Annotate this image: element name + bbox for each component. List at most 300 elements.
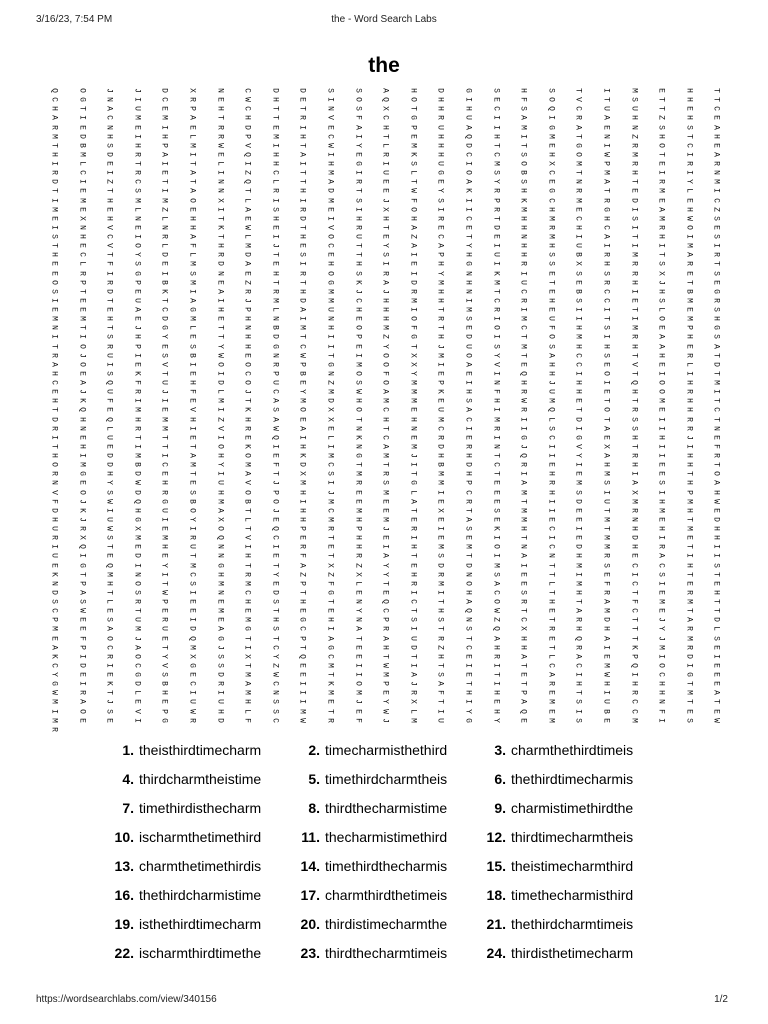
grid-letter: C	[380, 434, 390, 440]
grid-letter: U	[160, 380, 170, 386]
grid-letter: I	[215, 407, 225, 413]
grid-letter: R	[519, 407, 528, 413]
grid-letter: D	[160, 88, 170, 93]
grid-letter: H	[712, 316, 722, 322]
grid-letter: N	[518, 544, 528, 550]
grid-letter: C	[187, 681, 197, 687]
grid-letter: E	[380, 507, 390, 513]
grid-letter: O	[215, 526, 225, 532]
grid-letter: H	[684, 115, 694, 121]
grid-letter: S	[657, 571, 666, 577]
grid-letter: H	[518, 526, 528, 532]
grid-letter: A	[242, 471, 252, 477]
grid-letter: O	[546, 334, 556, 340]
grid-letter: A	[601, 425, 611, 431]
grid-letter: E	[187, 480, 197, 486]
grid-letter: D	[77, 663, 87, 668]
grid-letter: G	[77, 97, 87, 103]
grid-letter: S	[436, 617, 446, 623]
grid-letter: T	[187, 471, 197, 477]
grid-letter: P	[270, 371, 280, 376]
grid-letter: E	[104, 206, 114, 212]
grid-letter: A	[601, 453, 611, 459]
grid-letter: C	[463, 489, 473, 495]
grid-letter: T	[380, 462, 390, 468]
grid-letter: L	[270, 307, 280, 312]
grid-letter: A	[77, 699, 87, 705]
grid-letter: T	[601, 316, 611, 322]
grid-letter: O	[408, 206, 418, 212]
word-text: theistimecharmthird	[511, 858, 634, 874]
word-number: 10.	[114, 829, 134, 845]
grid-letter: S	[408, 161, 418, 166]
grid-letter: I	[656, 371, 666, 376]
grid-letter: F	[242, 717, 252, 723]
grid-letter: U	[436, 717, 446, 723]
grid-letter: I	[491, 371, 501, 376]
grid-letter: N	[243, 325, 252, 331]
grid-letter: H	[132, 142, 142, 148]
grid-letter: Y	[656, 626, 666, 632]
grid-letter: G	[353, 161, 363, 166]
grid-letter: I	[518, 425, 528, 431]
grid-letter: S	[546, 425, 556, 431]
grid-letter: S	[546, 252, 556, 258]
grid-letter: B	[160, 681, 170, 687]
grid-letter: A	[215, 626, 225, 632]
grid-letter: F	[132, 380, 142, 386]
grid-letter: P	[77, 581, 87, 586]
grid-letter: E	[712, 142, 722, 148]
grid-letter: Q	[270, 526, 280, 532]
grid-letter: Q	[380, 599, 390, 605]
grid-letter: L	[104, 599, 114, 605]
grid-letter: P	[518, 690, 528, 696]
grid-letter: L	[684, 361, 694, 367]
grid-letter: R	[270, 188, 280, 194]
grid-letter: M	[49, 206, 59, 212]
grid-letter: M	[656, 644, 666, 650]
grid-letter: T	[684, 133, 694, 139]
grid-letter: E	[546, 142, 556, 148]
grid-letter: I	[325, 215, 335, 221]
grid-letter: R	[518, 462, 528, 468]
grid-letter: O	[353, 371, 363, 376]
grid-letter: R	[49, 170, 59, 176]
grid-letter: Y	[408, 371, 418, 376]
grid-letter: H	[242, 599, 252, 605]
grid-letter: E	[187, 206, 197, 212]
grid-letter: N	[546, 553, 556, 559]
grid-letter: S	[132, 188, 142, 194]
grid-letter: W	[380, 663, 390, 668]
grid-letter: Q	[77, 407, 87, 413]
grid-letter: I	[656, 453, 666, 459]
grid-letter: C	[546, 526, 556, 532]
grid-letter	[104, 716, 113, 734]
grid-letter: T	[712, 599, 722, 605]
grid-letter: S	[601, 562, 611, 568]
grid-letter: R	[712, 453, 722, 459]
grid-letter: H	[436, 97, 446, 103]
grid-letter: L	[160, 215, 170, 221]
grid-letter: T	[270, 562, 280, 568]
grid-letter: R	[436, 635, 446, 641]
grid-letter: H	[684, 462, 694, 468]
grid-letter: G	[463, 717, 473, 723]
grid-letter: T	[160, 644, 170, 650]
grid-letter: T	[325, 708, 335, 714]
grid-letter: S	[546, 343, 556, 349]
grid-letter: E	[574, 517, 584, 522]
grid-letter: U	[49, 553, 59, 559]
grid-letter: E	[463, 434, 473, 440]
grid-letter: T	[518, 535, 528, 541]
word-list-item	[294, 742, 480, 760]
grid-letter: H	[574, 389, 584, 395]
grid-letter: F	[187, 389, 197, 395]
grid-letter: T	[491, 471, 501, 477]
grid-letter: R	[242, 288, 252, 294]
grid-letter: J	[77, 517, 87, 522]
grid-letter: R	[49, 727, 59, 732]
grid-letter: Q	[49, 88, 59, 93]
grid-letter: E	[712, 672, 722, 678]
grid-letter: I	[325, 480, 335, 486]
grid-letter: T	[132, 608, 142, 614]
grid-letter: C	[77, 170, 87, 176]
grid-letter	[132, 716, 141, 734]
grid-letter: O	[77, 88, 87, 93]
grid-letter: J	[546, 380, 556, 386]
grid-letter: A	[270, 398, 280, 404]
grid-letter: W	[601, 152, 611, 157]
grid-letter: T	[104, 252, 114, 258]
grid-letter: O	[132, 654, 142, 659]
grid-letter: E	[380, 498, 390, 504]
grid-letter: I	[574, 526, 584, 532]
grid-letter: U	[380, 170, 390, 176]
grid-letter: U	[132, 617, 142, 623]
grid-letter: E	[712, 663, 722, 668]
grid-letter: E	[380, 188, 390, 194]
grid-letter: R	[353, 225, 363, 230]
grid-letter: E	[546, 635, 556, 641]
grid-letter: J	[242, 389, 252, 395]
grid-letter: P	[629, 654, 639, 659]
grid-letter: R	[104, 343, 114, 349]
grid-letter: Y	[380, 699, 390, 705]
grid-letter: H	[215, 708, 225, 714]
grid-letter: E	[298, 663, 308, 668]
grid-letter	[215, 716, 224, 734]
grid-letter: M	[353, 507, 363, 513]
grid-letter: S	[684, 124, 694, 130]
grid-letter: T	[656, 152, 666, 157]
grid-letter: D	[49, 507, 59, 513]
grid-letter: O	[242, 380, 252, 386]
grid-letter: T	[298, 142, 308, 148]
grid-letter: E	[49, 562, 59, 568]
grid-letter: T	[353, 462, 363, 468]
grid-letter: T	[132, 434, 142, 440]
grid-letter: Z	[242, 279, 252, 285]
grid-letter: T	[187, 161, 197, 166]
grid-letter: H	[187, 225, 197, 230]
grid-letter: T	[49, 243, 59, 249]
grid-letter: I	[408, 307, 418, 312]
grid-letter: H	[463, 106, 473, 112]
grid-letter: A	[436, 243, 446, 249]
grid-letter: U	[104, 517, 114, 522]
grid-letter: C	[270, 644, 280, 650]
grid-letter: E	[712, 225, 722, 230]
grid-letter: I	[104, 507, 114, 513]
grid-letter: H	[49, 252, 59, 258]
grid-letter: H	[684, 507, 694, 513]
grid-letter: H	[132, 334, 142, 340]
grid-letter: G	[408, 480, 418, 486]
grid-letter: M	[325, 197, 335, 203]
grid-letter: X	[546, 161, 556, 166]
grid-letter: H	[380, 416, 390, 422]
grid-letter: P	[49, 617, 59, 623]
grid-letter: Q	[574, 635, 584, 641]
grid-letter: S	[629, 97, 639, 103]
grid-letter: E	[712, 681, 722, 687]
grid-letter: E	[408, 261, 418, 267]
grid-letter: H	[463, 690, 473, 696]
grid-letter: A	[684, 252, 694, 258]
grid-letter: E	[629, 298, 639, 303]
grid-letter: S	[629, 215, 639, 221]
grid-letter: H	[491, 708, 501, 714]
grid-letter: Q	[270, 434, 280, 440]
grid-letter: J	[160, 389, 170, 395]
grid-letter: E	[104, 444, 114, 449]
grid-letter: A	[380, 635, 390, 641]
grid-letter: C	[574, 106, 584, 112]
grid-letter: I	[353, 170, 363, 176]
grid-letter: T	[242, 526, 252, 532]
grid-letter: R	[298, 206, 308, 212]
grid-letter	[684, 716, 693, 734]
grid-letter: K	[491, 270, 501, 276]
grid-letter: O	[656, 142, 666, 148]
grid-letter: M	[105, 571, 114, 577]
grid-letter: I	[187, 425, 197, 431]
grid-letter: G	[298, 617, 308, 623]
grid-letter: D	[712, 617, 722, 623]
grid-letter: O	[656, 389, 666, 395]
grid-letter: O	[353, 681, 363, 687]
grid-letter: I	[380, 544, 390, 550]
grid-letter: A	[518, 553, 528, 559]
grid-letter: G	[187, 307, 197, 312]
grid-letter: R	[629, 334, 639, 340]
grid-letter: I	[491, 681, 501, 687]
grid-letter: U	[574, 243, 584, 249]
grid-letter: I	[77, 334, 87, 340]
grid-letter: O	[491, 544, 501, 550]
grid-letter: E	[187, 599, 197, 605]
grid-letter: I	[656, 444, 666, 449]
grid-letter: C	[270, 717, 280, 723]
grid-letter: G	[601, 206, 611, 212]
grid-letter: L	[77, 161, 87, 166]
grid-letter: I	[518, 416, 528, 422]
grid-letter: E	[656, 197, 666, 203]
grid-letter: M	[325, 170, 335, 176]
grid-letter: W	[712, 498, 722, 504]
grid-letter: E	[491, 480, 501, 486]
grid-letter: E	[160, 261, 170, 267]
grid-letter: S	[49, 599, 59, 605]
grid-letter: N	[215, 188, 225, 194]
grid-letter: W	[380, 708, 390, 714]
grid-letter: H	[160, 690, 170, 696]
grid-letter: W	[601, 672, 611, 678]
grid-letter: T	[242, 507, 252, 513]
grid-letter: O	[574, 152, 584, 157]
grid-letter: B	[298, 371, 308, 376]
grid-letter: E	[656, 590, 666, 595]
grid-letter: N	[49, 581, 59, 586]
grid-letter: Q	[104, 380, 114, 386]
grid-letter: J	[380, 717, 390, 723]
grid-letter: T	[77, 288, 87, 294]
grid-letter: S	[187, 489, 197, 495]
grid-letter: M	[77, 462, 87, 468]
grid-letter: D	[712, 517, 722, 522]
grid-letter: T	[160, 371, 170, 376]
grid-letter: A	[463, 407, 473, 413]
grid-letter: H	[298, 507, 308, 513]
grid-letter: I	[684, 170, 694, 176]
grid-letter: H	[518, 215, 528, 221]
grid-letter: A	[491, 581, 501, 586]
grid-letter: E	[325, 252, 335, 258]
grid-letter: T	[601, 416, 611, 422]
grid-letter: I	[353, 206, 363, 212]
grid-letter: T	[601, 526, 611, 532]
grid-letter: T	[491, 215, 501, 221]
grid-letter: T	[629, 617, 639, 623]
footer-url: https://wordsearchlabs.com/view/340156	[36, 994, 217, 1005]
grid-letter: H	[353, 261, 363, 267]
grid-letter: S	[270, 708, 280, 714]
grid-letter: I	[49, 197, 59, 203]
grid-letter: A	[712, 343, 722, 349]
grid-letter: T	[353, 188, 363, 194]
grid-letter: P	[491, 197, 501, 203]
grid-letter: U	[49, 526, 59, 532]
grid-letter: H	[436, 142, 446, 148]
grid-letter: I	[601, 489, 611, 495]
grid-letter: T	[601, 398, 611, 404]
grid-letter: E	[684, 197, 694, 203]
grid-letter: I	[463, 298, 473, 303]
grid-letter: V	[49, 489, 59, 495]
grid-letter: F	[325, 581, 335, 586]
grid-letter: U	[601, 699, 611, 705]
grid-letter: I	[77, 115, 87, 121]
grid-letter: H	[601, 261, 611, 267]
grid-letter: H	[712, 590, 722, 595]
grid-letter: X	[325, 407, 335, 413]
grid-letter: M	[491, 416, 501, 422]
grid-letter: R	[187, 717, 197, 723]
grid-letter: E	[160, 106, 170, 112]
grid-letter: C	[546, 544, 556, 550]
grid-letter: R	[629, 161, 639, 166]
grid-letter: N	[518, 234, 528, 239]
grid-letter: E	[298, 97, 308, 103]
grid-letter: I	[463, 197, 473, 203]
grid-letter: L	[215, 389, 225, 395]
grid-letter: A	[436, 681, 446, 687]
grid-letter: E	[77, 124, 87, 130]
grid-letter: H	[656, 681, 666, 687]
grid-letter: T	[629, 590, 639, 595]
grid-letter: E	[574, 279, 584, 285]
grid-letter: E	[380, 535, 390, 541]
grid-letter: I	[215, 298, 225, 303]
grid-letter: E	[325, 699, 335, 705]
grid-letter: M	[436, 544, 446, 550]
grid-letter: T	[629, 398, 639, 404]
grid-letter: I	[160, 398, 170, 404]
grid-letter: I	[574, 316, 584, 322]
grid-letter: H	[104, 471, 114, 477]
grid-letter: H	[463, 590, 473, 595]
grid-letter: H	[298, 444, 308, 449]
grid-letter: J	[684, 434, 694, 440]
grid-letter: H	[380, 298, 390, 303]
grid-letter: M	[215, 498, 225, 504]
word-text: charmthethirdtimeis	[511, 742, 634, 758]
grid-letter: N	[463, 571, 473, 577]
grid-letter: T	[77, 325, 87, 331]
grid-letter: O	[656, 663, 666, 668]
grid-letter: H	[270, 617, 280, 623]
grid-letter: R	[380, 270, 390, 276]
grid-letter: E	[353, 654, 363, 659]
grid-letter: L	[656, 307, 666, 312]
grid-letter: S	[77, 599, 87, 605]
grid-letter: E	[298, 380, 308, 386]
grid-letter: I	[353, 663, 363, 668]
grid-letter: O	[298, 407, 308, 413]
grid-letter: G	[325, 279, 335, 285]
grid-letter: R	[160, 234, 170, 239]
grid-letter: M	[132, 453, 142, 459]
grid-letter: N	[353, 444, 363, 449]
grid-letter: P	[270, 489, 280, 495]
grid-letter: E	[298, 672, 308, 678]
grid-letter: P	[77, 644, 87, 650]
grid-letter	[574, 716, 583, 734]
grid-letter: M	[187, 142, 197, 148]
grid-letter: T	[187, 444, 197, 449]
grid-letter: E	[436, 179, 446, 185]
grid-letter: A	[49, 644, 59, 650]
grid-letter: E	[712, 434, 722, 440]
grid-letter: C	[104, 115, 114, 121]
grid-letter: V	[242, 480, 252, 486]
grid-letter: Q	[380, 97, 390, 103]
grid-letter: C	[353, 298, 363, 303]
